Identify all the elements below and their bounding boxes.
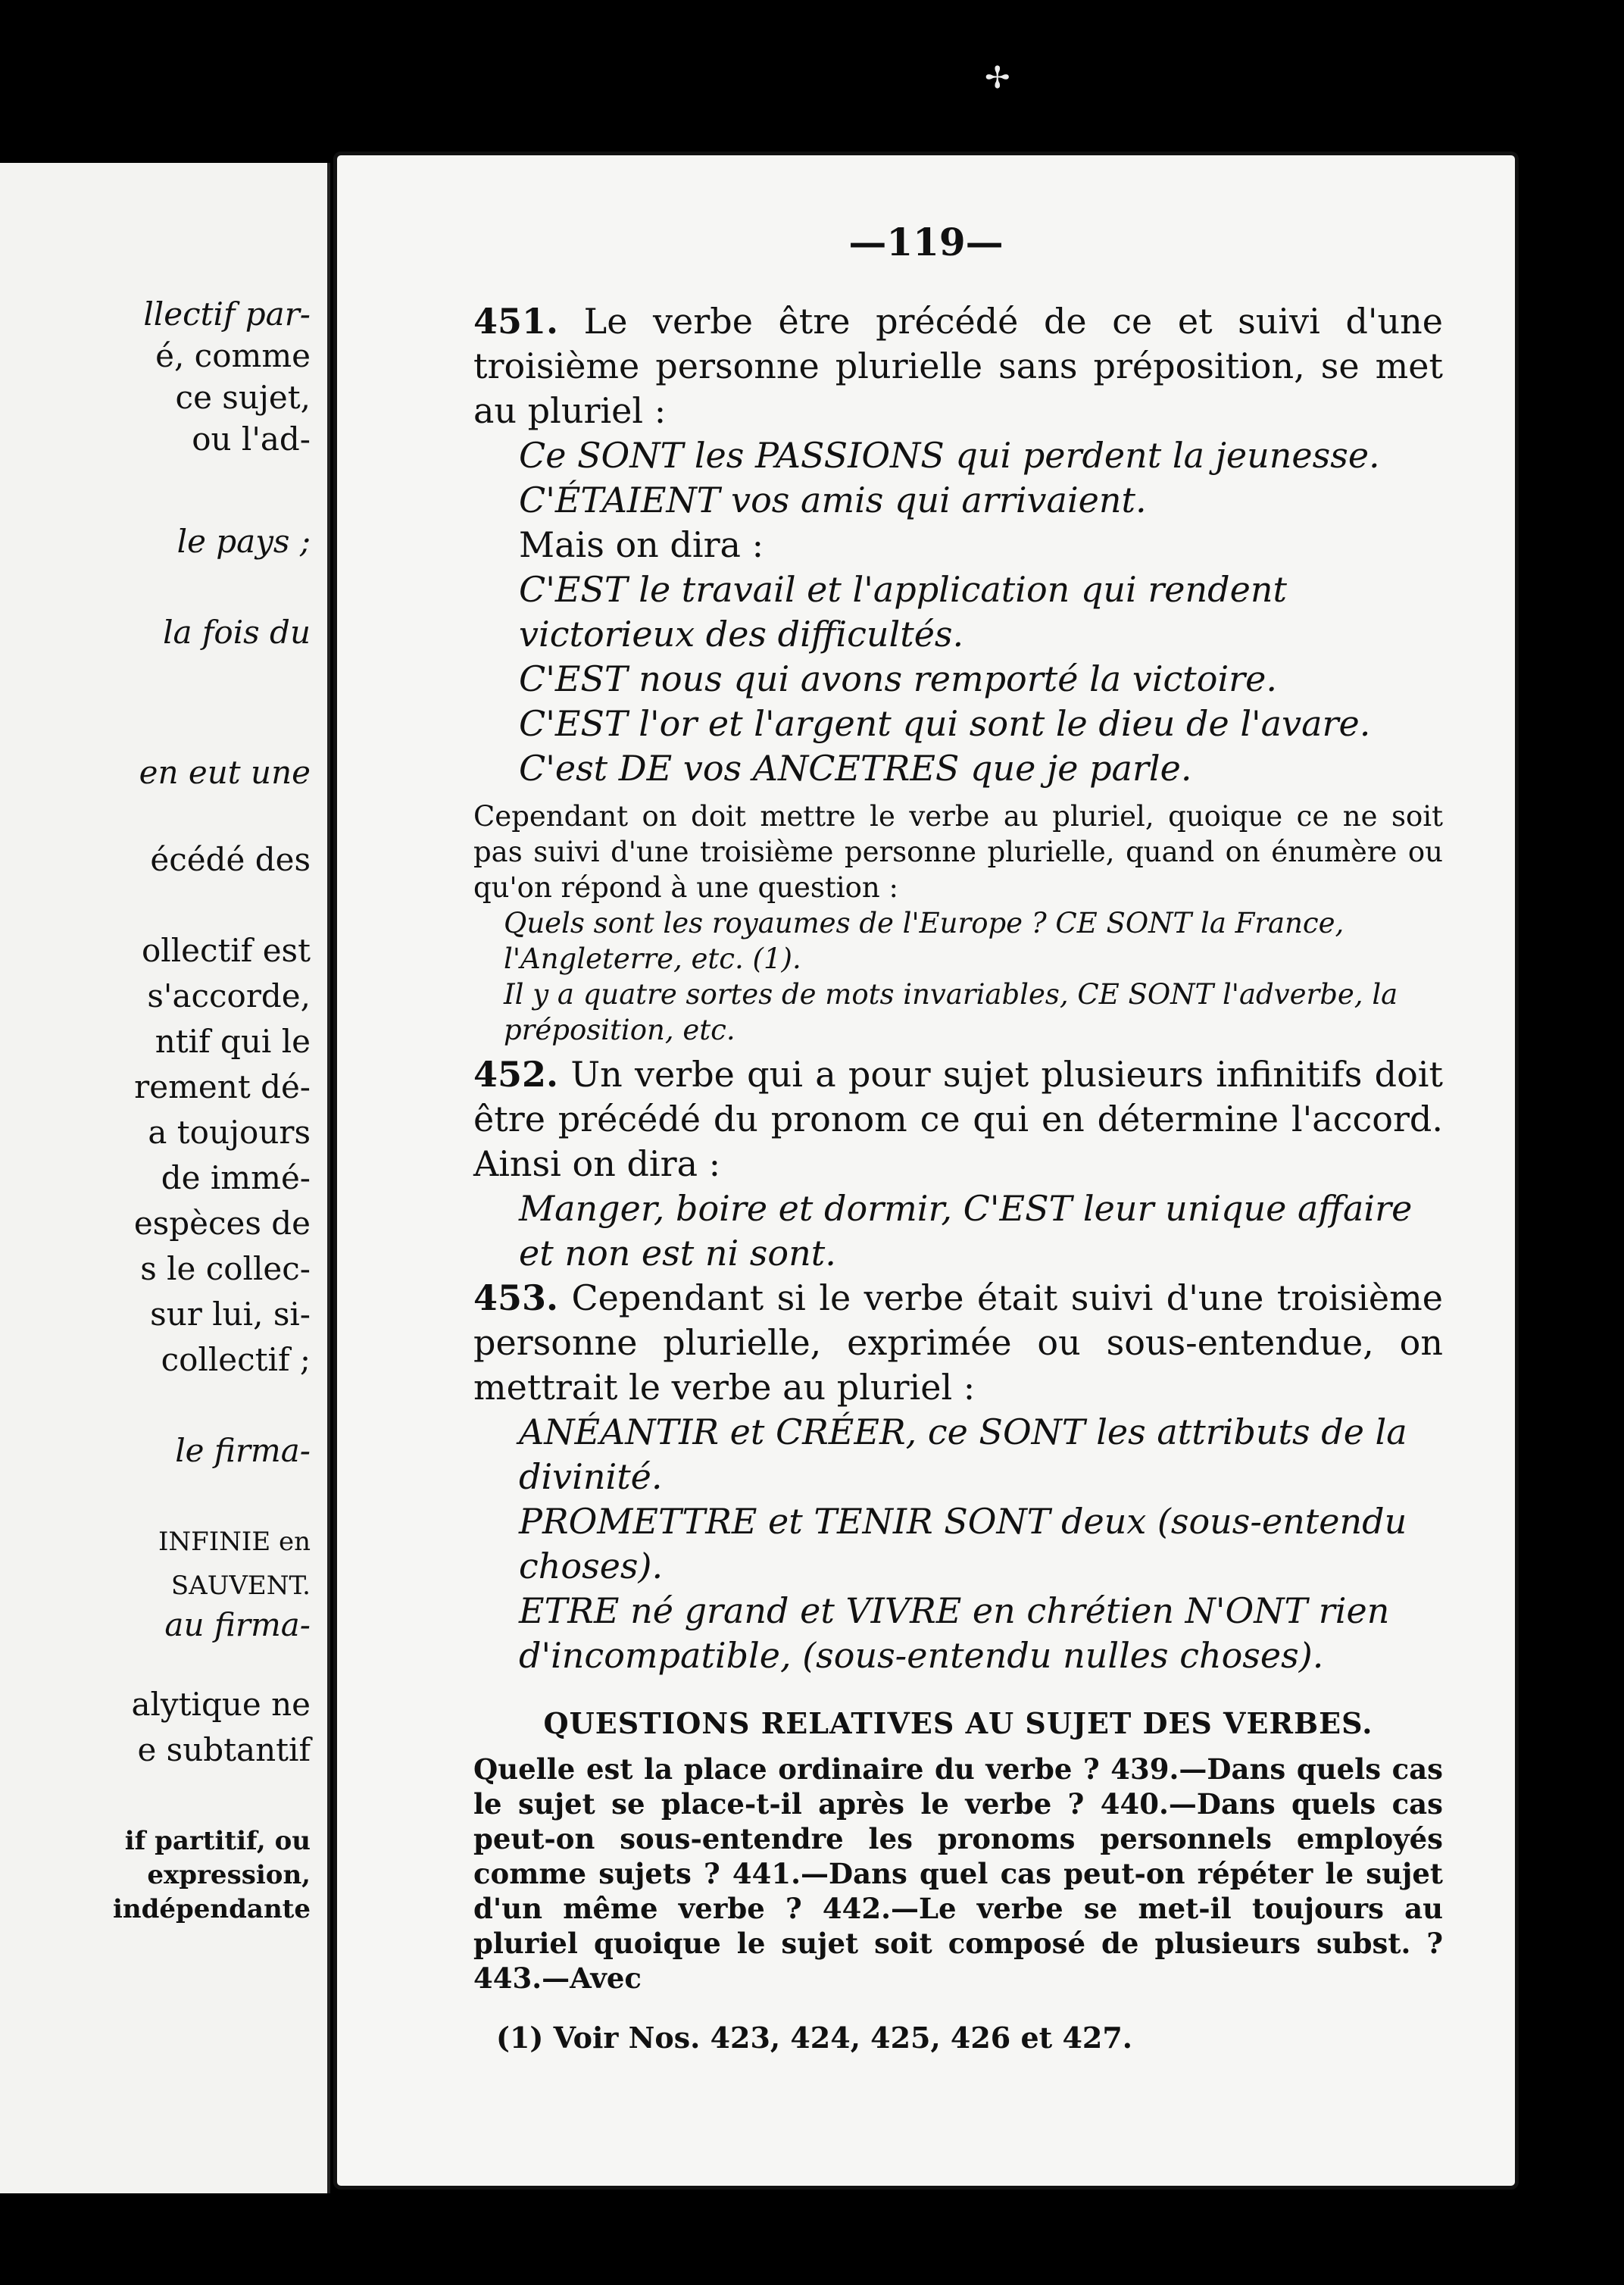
page-content — [473, 299, 1443, 2060]
paragraph-452 — [473, 1052, 1443, 1186]
paragraph-453 — [473, 1276, 1443, 1410]
left-line: collectif ; — [161, 1341, 311, 1378]
example-intro: Mais on dira : — [519, 524, 764, 565]
left-line: if partitif, ou — [124, 1826, 311, 1856]
left-line: de immé- — [161, 1159, 311, 1196]
paragraph-number: 452. — [473, 1054, 559, 1095]
left-line: indépendante — [112, 1894, 311, 1924]
paragraph-text: Cependant si le verbe était suivi d'une troisième personne plurielle, exprimée ou sous-entendue, on mettrait le verbe au pluriel : — [473, 1277, 1443, 1408]
left-line: ce sujet, — [175, 379, 311, 416]
left-line: é, comme — [155, 337, 311, 374]
left-line: le firma- — [175, 1432, 311, 1469]
paragraph-text: Le verbe être précédé de ce et suivi d'une troisième personne plurielle sans préposition, se met au pluriel : — [473, 301, 1444, 431]
example-line: C'EST le travail et l'application qui rendent victorieux des difficultés. — [519, 569, 1287, 655]
example-line: Ce SONT les PASSIONS qui perdent la jeunesse. — [519, 435, 1380, 476]
left-line: llectif par- — [143, 295, 311, 333]
left-line: le pays ; — [176, 523, 311, 560]
left-line: sur lui, si- — [150, 1296, 311, 1333]
left-line: INFINIE en — [158, 1527, 311, 1557]
example-line: C'EST nous qui avons remporté la victoire. — [519, 658, 1278, 699]
example-line: Manger, boire et dormir, C'EST leur unique affaire et non est ni sont. — [519, 1188, 1413, 1274]
paragraph-number: 451. — [473, 301, 559, 342]
footnote: (1) Voir Nos. 423, 424, 425, 426 et 427. — [496, 2021, 1132, 2055]
left-line: ollectif est — [141, 932, 311, 969]
note-example: Quels sont les royaumes de l'Europe ? CE SONT la France, l'Angleterre, etc. (1). — [504, 907, 1344, 975]
left-line: s'accorde, — [147, 977, 311, 1014]
left-line: a toujours — [148, 1114, 311, 1151]
left-line: au firma- — [164, 1606, 311, 1643]
paragraph-text: Un verbe qui a pour sujet plusieurs infinitifs doit être précédé du pronom ce qui en détermine l'accord. Ainsi on dira : — [473, 1054, 1444, 1184]
paragraph-451 — [473, 299, 1443, 433]
left-line: espèces de — [133, 1205, 311, 1242]
left-line: ntif qui le — [155, 1023, 311, 1060]
example-line: C'ÉTAIENT vos amis qui arrivaient. — [519, 480, 1147, 520]
note-example: Il y a quatre sortes de mots invariables, CE SONT l'adverbe, la préposition, etc. — [504, 978, 1398, 1046]
left-line: alytique ne — [131, 1686, 311, 1723]
questions-text: Quelle est la place ordinaire du verbe ? 439.—Dans quels cas le sujet se place-t-il après le verbe ? 440.—Dans quels cas peut-on sous-entendre les pronoms personnels employés comme sujets ? 441.—Dans quel cas peut-on répéter le sujet d'un même verbe ? 442.—Le verbe se met-il toujours au pluriel quoique le sujet soit composé de plusieurs subst. ? 443.—Avec — [473, 1752, 1443, 1995]
left-line: s le collec- — [140, 1250, 311, 1287]
example-line: ANÉANTIR et CRÉER, ce SONT les attributs de la divinité. — [519, 1411, 1407, 1497]
left-line: rement dé- — [134, 1068, 311, 1105]
questions-heading: QUESTIONS RELATIVES AU SUJET DES VERBES. — [543, 1706, 1373, 1740]
paragraph-number: 453. — [473, 1277, 559, 1318]
example-line: C'EST l'or et l'argent qui sont le dieu de l'avare. — [519, 703, 1371, 744]
scan-speck: ✢ — [985, 61, 1010, 95]
left-line: e subtantif — [137, 1731, 311, 1768]
left-line: SAUVENT. — [170, 1571, 311, 1601]
note-paragraph: Cependant on doit mettre le verbe au pluriel, quoique ce ne soit pas suivi d'une troisième personne plurielle, quand on énumère ou qu'on répond à une question : — [473, 800, 1443, 904]
left-line: en eut une — [139, 754, 311, 791]
left-line: écédé des — [150, 841, 311, 878]
left-page — [0, 163, 330, 2193]
example-line: ETRE né grand et VIVRE en chrétien N'ONT rien d'incompatible, (sous-entendu nulles choses). — [519, 1590, 1390, 1676]
page-number: —119— — [848, 220, 1004, 264]
example-line: PROMETTRE et TENIR SONT deux (sous-entendu choses). — [519, 1501, 1407, 1586]
left-line: la fois du — [163, 614, 311, 651]
left-line: expression, — [147, 1860, 311, 1890]
example-line: C'est DE vos ANCETRES que je parle. — [519, 748, 1192, 789]
right-page — [333, 152, 1519, 2190]
left-line: ou l'ad- — [192, 420, 311, 458]
